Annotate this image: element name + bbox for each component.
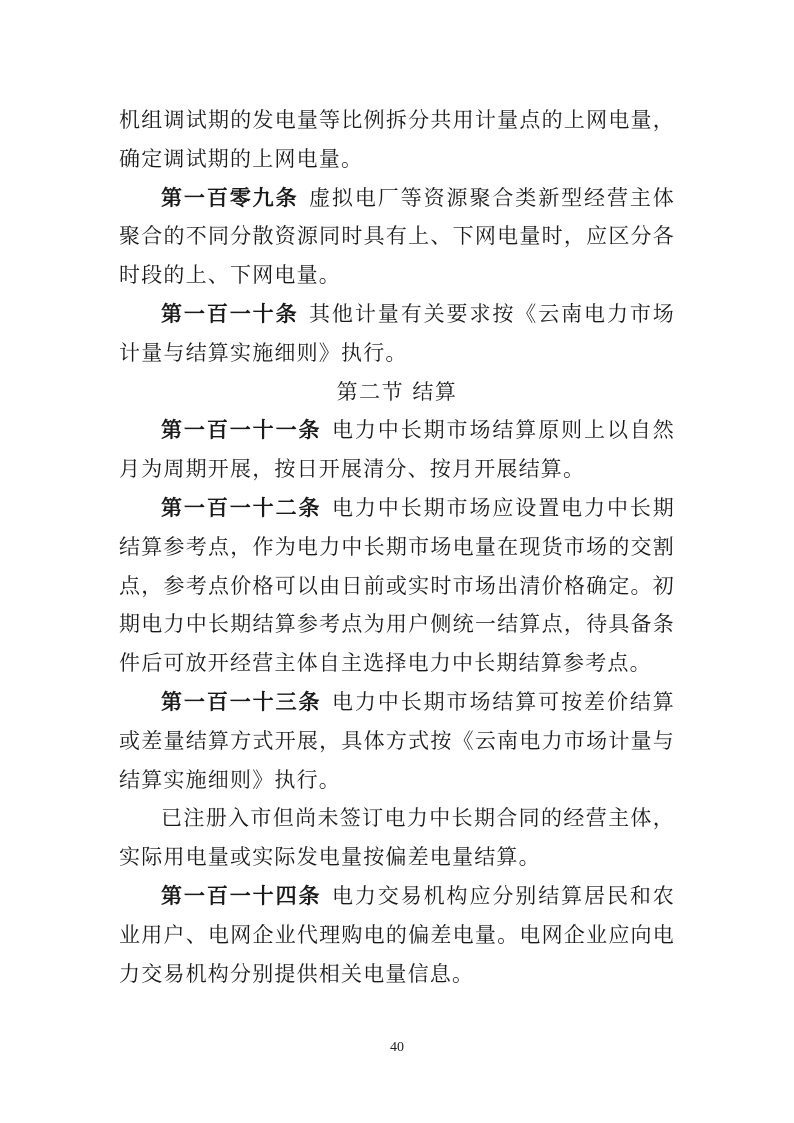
section-title: 第二节 结算 [336,379,458,404]
article-109 [119,179,675,295]
article-text: 虚拟电厂等资源聚合类新型经营主体聚合的不同分散资源同时具有上、下网电量时，应区分各时段的上、下网电量。 [119,185,675,288]
page-number: 40 [390,1040,404,1055]
paragraph-text: 已注册入市但尚未签订电力中长期合同的经营主体，实际用电量或实际发电量按偏差电量结算。 [119,806,675,870]
document-body [119,101,675,993]
article-113 [119,683,675,799]
article-112 [119,489,675,683]
article-number: 第一百一十一条 [161,417,322,443]
paragraph-text: 机组调试期的发电量等比例拆分共用计量点的上网电量，确定调试期的上网电量。 [119,108,675,171]
article-number: 第一百一十条 [161,300,299,326]
article-text: 其他计量有关要求按《云南电力市场计量与结算实施细则》执行。 [119,301,675,365]
article-text: 电力中长期市场结算原则上以自然月为周期开展，按日开展清分、按月开展结算。 [119,418,675,482]
article-text: 电力中长期市场应设置电力中长期结算参考点，作为电力中长期市场电量在现货市场的交割点，参考点价格可以由日前或实时市场出清价格确定。初期电力中长期结算参考点为用户侧统一结算点，待具备条件后可放开经营主体自主选择电力中长期结算参考点。 [119,495,675,676]
article-text: 电力中长期市场结算可按差价结算或差量结算方式开展，具体方式按《云南电力市场计量与结算实施细则》执行。 [119,689,675,792]
article-text: 电力交易机构应分别结算居民和农业用户、电网企业代理购电的偏差电量。电网企业应向电力交易机构分别提供相关电量信息。 [119,883,675,986]
article-number: 第一百零九条 [161,184,299,210]
article-number: 第一百一十二条 [161,494,322,520]
article-number: 第一百一十三条 [161,688,322,714]
article-111 [119,411,675,489]
paragraph-continuation [119,101,675,179]
article-110 [119,295,675,373]
article-114 [119,877,675,993]
article-number: 第一百一十四条 [161,882,322,908]
paragraph-plain [119,799,675,877]
